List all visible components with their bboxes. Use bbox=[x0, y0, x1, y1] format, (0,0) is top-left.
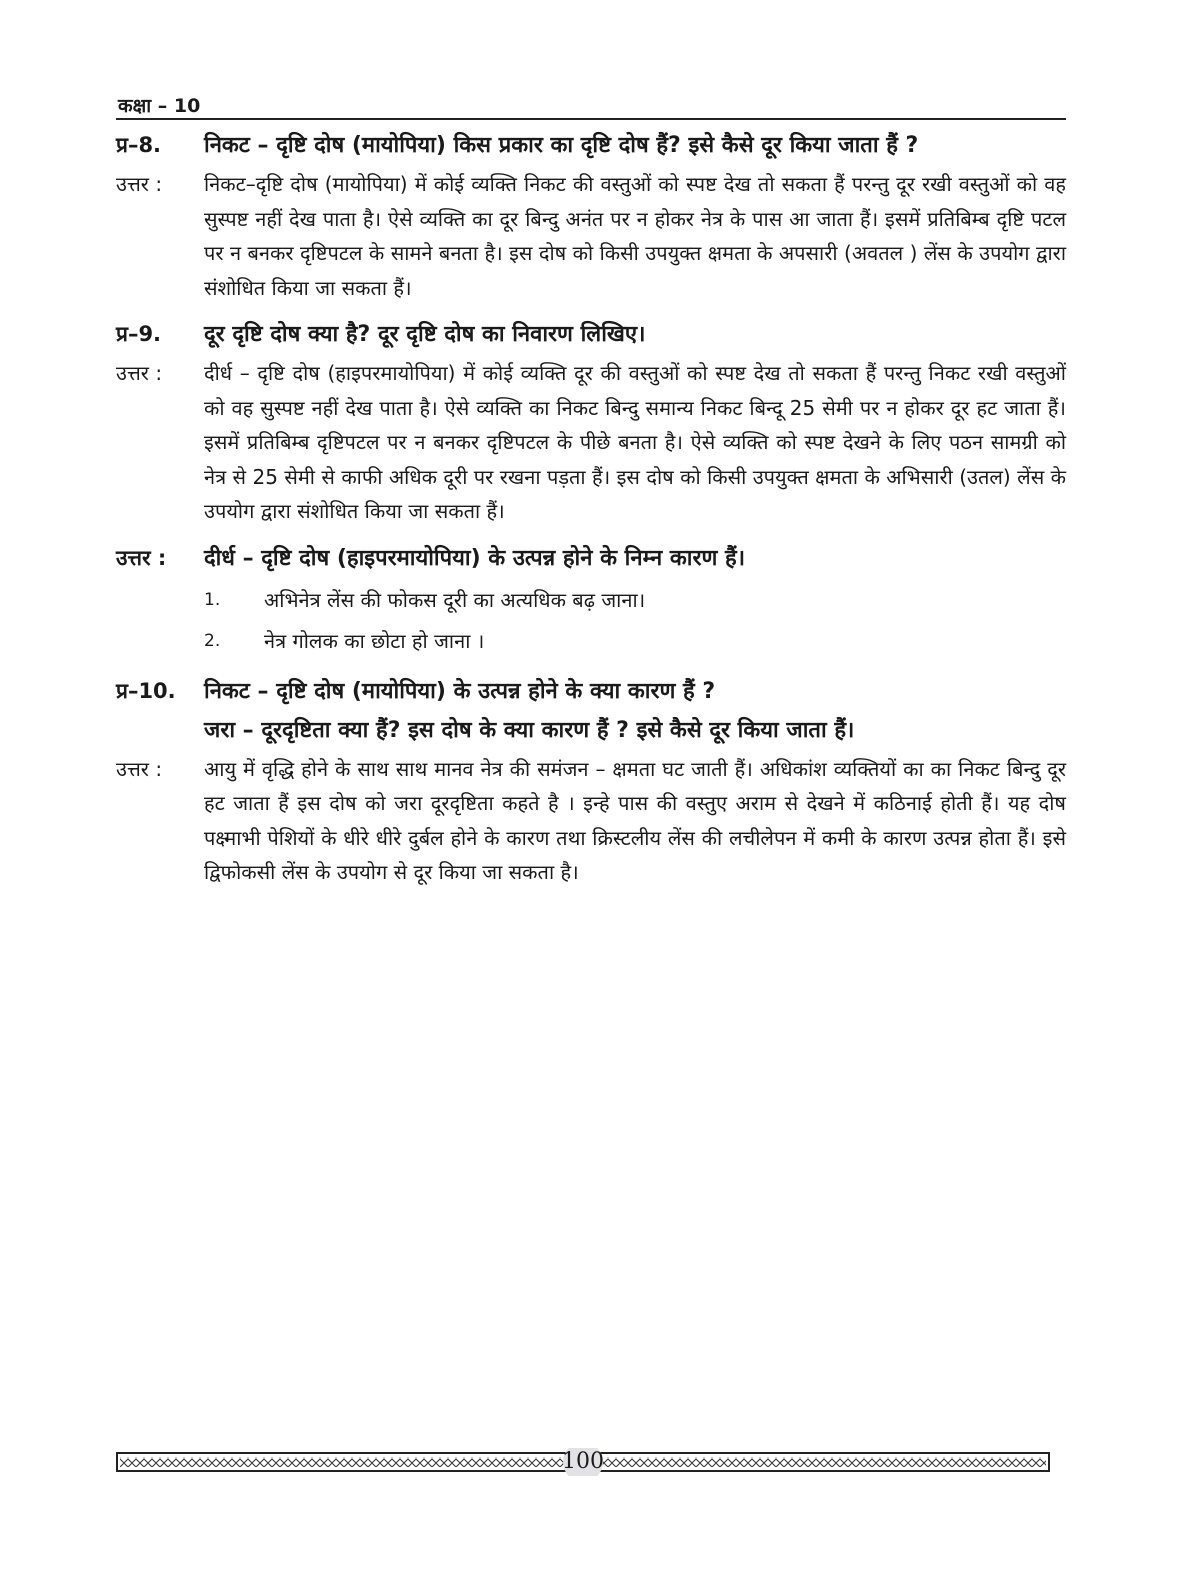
list-item bbox=[204, 621, 1066, 662]
answer-label: उत्तर : bbox=[116, 545, 167, 570]
list-item-number: 1. bbox=[204, 589, 221, 610]
header-divider bbox=[116, 118, 1066, 120]
question-9 bbox=[116, 317, 1066, 352]
answer-8 bbox=[116, 167, 1066, 305]
answer-label: उत्तर : bbox=[116, 172, 163, 196]
list-item-number: 2. bbox=[204, 630, 221, 651]
answer-text: दीर्ध – दृष्टि दोष (हाइपरमायोपिया) में कोई व्यक्ति दूर की वस्तुओं को स्पष्ट देख तो सकता हैं परन्तु निकट रखी वस्तुओं को वह सुस्पष्ट नहीं देख पाता है। ऐसे व्यक्ति का निकट बिन्दु समान्य निकट बिन्दू 25 सेमी पर न होकर दूर हट जाता हैं। इसमें प्रतिबिम्ब दृष्टिपटल पर न बनकर दृष्टिपटल के पीछे बनता है। ऐसे व्यक्ति को स्पष्ट देखने के लिए पठन सामग्री को नेत्र से 25 सेमी से काफी अधिक दूरी पर रखना पड़ता हैं। इस दोष को किसी उपयुक्त क्षमता के अभिसारी (उतल) लेंस के उपयोग द्वारा संशोधित किया जा सकता हैं। bbox=[204, 361, 1066, 523]
page-content bbox=[116, 128, 1066, 902]
causes-list bbox=[204, 580, 1066, 662]
answer-label: उत्तर : bbox=[116, 361, 163, 385]
question-text: दूर दृष्टि दोष क्या है? दूर दृष्टि दोष का निवारण लिखिए। bbox=[204, 322, 646, 347]
question-label: प्र–9. bbox=[116, 322, 162, 346]
question-label: प्र–10. bbox=[116, 678, 176, 703]
question-text: जरा – दूरदृष्टिता क्या हैं? इस दोष के क्या कारण हैं ? इसे कैसे दूर किया जाता हैं। bbox=[204, 717, 855, 743]
question-8 bbox=[116, 128, 1066, 163]
answer-text: आयु में वृद्धि होने के साथ साथ मानव नेत्र की समंजन – क्षमता घट जाती हैं। अधिकांश व्यक्तियों का का निकट बिन्दु दूर हट जाता हैं इस दोष को जरा दूरदृष्टिता कहते है । इन्हे पास की वस्तुए अराम से देखने में कठिनाई होती हैं। यह दोष पक्ष्माभी पेशियों के धीरे धीरे दुर्बल होने के कारण तथा क्रिस्टलीय लेंस की लचीलेपन में कमी के कारण उत्पन्न होता हैं। इसे द्विफोकसी लेंस के उपयोग से दूर किया जा सकता है। bbox=[204, 756, 1066, 884]
answer-9-causes-heading bbox=[116, 541, 1066, 576]
question-text: निकट – दृष्टि दोष (मायोपिया) किस प्रकार का दृष्टि दोष हैं? इसे कैसे दूर किया जाता हैं ? bbox=[204, 133, 919, 158]
answer-text: निकट–दृष्टि दोष (मायोपिया) में कोई व्यक्ति निकट की वस्तुओं को स्पष्ट देख तो सकता हैं परन्तु दूर रखी वस्तुओं को वह सुस्पष्ट नहीं देख पाता है। ऐसे व्यक्ति का दूर बिन्दु अनंत पर न होकर नेत्र के पास आ जाता हैं। इसमें प्रतिबिम्ब दृष्टि पटल पर न बनकर दृष्टिपटल के सामने बनता है। इस दोष को किसी उपयुक्त क्षमता के अपसारी (अवतल ) लेंस के उपयोग द्वारा संशोधित किया जा सकता हैं। bbox=[204, 172, 1066, 300]
question-10-part-2 bbox=[116, 713, 1066, 748]
list-item-text: नेत्र गोलक का छोटा हो जाना । bbox=[264, 628, 485, 653]
answer-10 bbox=[116, 752, 1066, 890]
page-number: 100 bbox=[562, 1449, 604, 1474]
causes-heading-text: दीर्ध – दृष्टि दोष (हाइपरमायोपिया) के उत्पन्न होने के निम्न कारण हैं। bbox=[204, 545, 746, 571]
question-label: प्र–8. bbox=[116, 133, 162, 157]
list-item bbox=[204, 580, 1066, 621]
list-item-text: अभिनेत्र लेंस की फोकस दूरी का अत्यधिक बढ़ जाना। bbox=[264, 587, 646, 612]
answer-label: उत्तर : bbox=[116, 756, 163, 781]
question-text: निकट – दृष्टि दोष (मायोपिया) के उत्पन्न होने के क्या कारण हैं ? bbox=[204, 678, 716, 704]
page-footer bbox=[116, 1448, 1050, 1476]
answer-9 bbox=[116, 356, 1066, 529]
question-10 bbox=[116, 674, 1066, 709]
class-header: कक्षा – 10 bbox=[118, 95, 201, 117]
